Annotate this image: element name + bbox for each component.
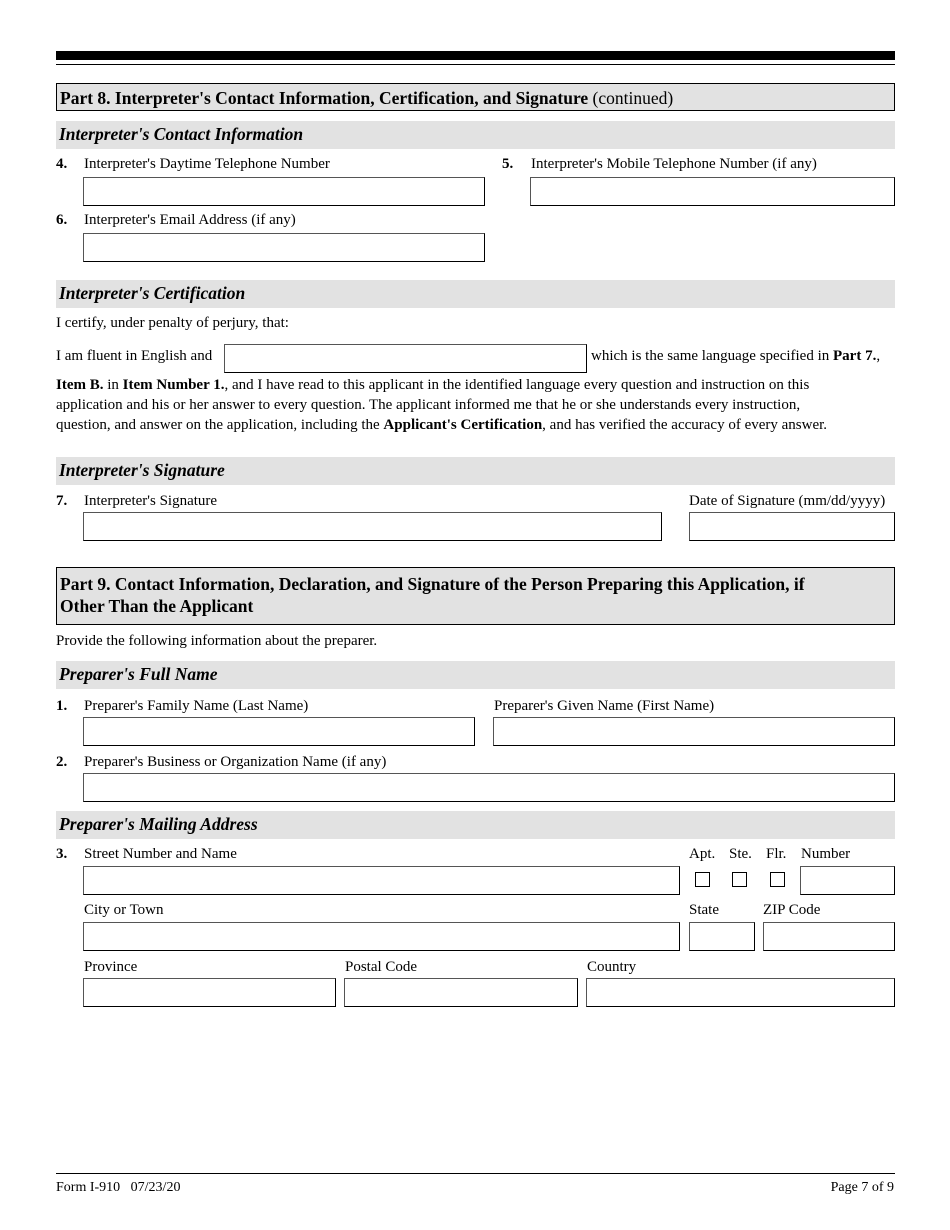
top-rule-thin xyxy=(56,64,895,65)
postal-code-input[interactable] xyxy=(344,978,578,1007)
zip-input[interactable] xyxy=(763,922,895,951)
p9-item2-number: 2. xyxy=(56,754,68,770)
apt-label: Apt. xyxy=(689,846,716,862)
page-number: Page 7 of 9 xyxy=(830,1180,894,1195)
item4-number: 4. xyxy=(56,156,68,172)
signature-date-input[interactable] xyxy=(689,512,895,541)
street-label: Street Number and Name xyxy=(84,846,237,862)
flr-checkbox[interactable] xyxy=(770,872,785,887)
city-label: City or Town xyxy=(84,902,164,918)
section-interpreter-signature: Interpreter's Signature xyxy=(56,457,895,485)
section-interpreter-certification: Interpreter's Certification xyxy=(56,280,895,308)
certification-paragraph: Item B. in Item Number 1., and I have read to this applicant in the identified language every question and instruction on this application and his or her answer to every question. The applicant informed me that he or she understands every instruction, question, and answer on the application, including the Applicant's Certification, and has verified the accuracy of every answer. xyxy=(56,377,828,433)
part9-title-line2: Other Than the Applicant xyxy=(60,596,254,616)
preparer-family-name-label: Preparer's Family Name (Last Name) xyxy=(84,698,309,714)
section-interpreter-contact: Interpreter's Contact Information xyxy=(56,121,895,149)
flr-label: Flr. xyxy=(766,846,787,862)
part8-title: Part 8. Interpreter's Contact Information, Certification, and Signature xyxy=(60,88,589,108)
number-label: Number xyxy=(801,846,851,862)
preparer-intro: Provide the following information about the preparer. xyxy=(56,633,378,649)
fluent-suffix: which is the same language specified in Part 7., xyxy=(591,348,881,364)
country-label: Country xyxy=(587,959,637,975)
language-input[interactable] xyxy=(224,344,587,373)
footer-rule xyxy=(56,1173,895,1174)
part8-header xyxy=(56,83,895,111)
ste-checkbox[interactable] xyxy=(732,872,747,887)
form-id: Form I-910 07/23/20 xyxy=(56,1180,181,1195)
certify-statement: I certify, under penalty of perjury, that: xyxy=(56,315,289,331)
preparer-business-input[interactable] xyxy=(83,773,895,802)
item6-number: 6. xyxy=(56,212,68,228)
state-label: State xyxy=(689,902,719,918)
part9-title-line1: Part 9. Contact Information, Declaration, and Signature of the Person Preparing this Application, if xyxy=(60,574,805,594)
apt-checkbox[interactable] xyxy=(695,872,710,887)
postal-code-label: Postal Code xyxy=(345,959,418,975)
fluent-prefix: I am fluent in English and xyxy=(56,348,213,364)
email-input[interactable] xyxy=(83,233,485,262)
zip-label: ZIP Code xyxy=(763,902,821,918)
unit-number-input[interactable] xyxy=(800,866,895,895)
preparer-business-label: Preparer's Business or Organization Name (if any) xyxy=(84,754,387,770)
signature-input[interactable] xyxy=(83,512,662,541)
province-label: Province xyxy=(84,959,138,975)
item7-number: 7. xyxy=(56,493,68,509)
preparer-given-name-label: Preparer's Given Name (First Name) xyxy=(494,698,715,714)
p9-item1-number: 1. xyxy=(56,698,68,714)
p9-item3-number: 3. xyxy=(56,846,68,862)
item5-number: 5. xyxy=(502,156,514,172)
signature-label: Interpreter's Signature xyxy=(84,493,218,509)
province-input[interactable] xyxy=(83,978,336,1007)
top-rule-thick xyxy=(56,51,895,60)
daytime-phone-label: Interpreter's Daytime Telephone Number xyxy=(84,156,330,172)
section-preparer-address: Preparer's Mailing Address xyxy=(56,811,895,839)
preparer-family-name-input[interactable] xyxy=(83,717,475,746)
signature-date-label: Date of Signature (mm/dd/yyyy) xyxy=(689,493,886,509)
street-input[interactable] xyxy=(83,866,680,895)
state-input[interactable] xyxy=(689,922,755,951)
part8-title-suffix: (continued) xyxy=(592,88,674,108)
daytime-phone-input[interactable] xyxy=(83,177,485,206)
section-preparer-name: Preparer's Full Name xyxy=(56,661,895,689)
preparer-given-name-input[interactable] xyxy=(493,717,895,746)
city-input[interactable] xyxy=(83,922,680,951)
mobile-phone-label: Interpreter's Mobile Telephone Number (if any) xyxy=(531,156,817,172)
part9-header xyxy=(56,567,895,625)
country-input[interactable] xyxy=(586,978,895,1007)
mobile-phone-input[interactable] xyxy=(530,177,895,206)
email-label: Interpreter's Email Address (if any) xyxy=(84,212,296,228)
ste-label: Ste. xyxy=(729,846,752,862)
